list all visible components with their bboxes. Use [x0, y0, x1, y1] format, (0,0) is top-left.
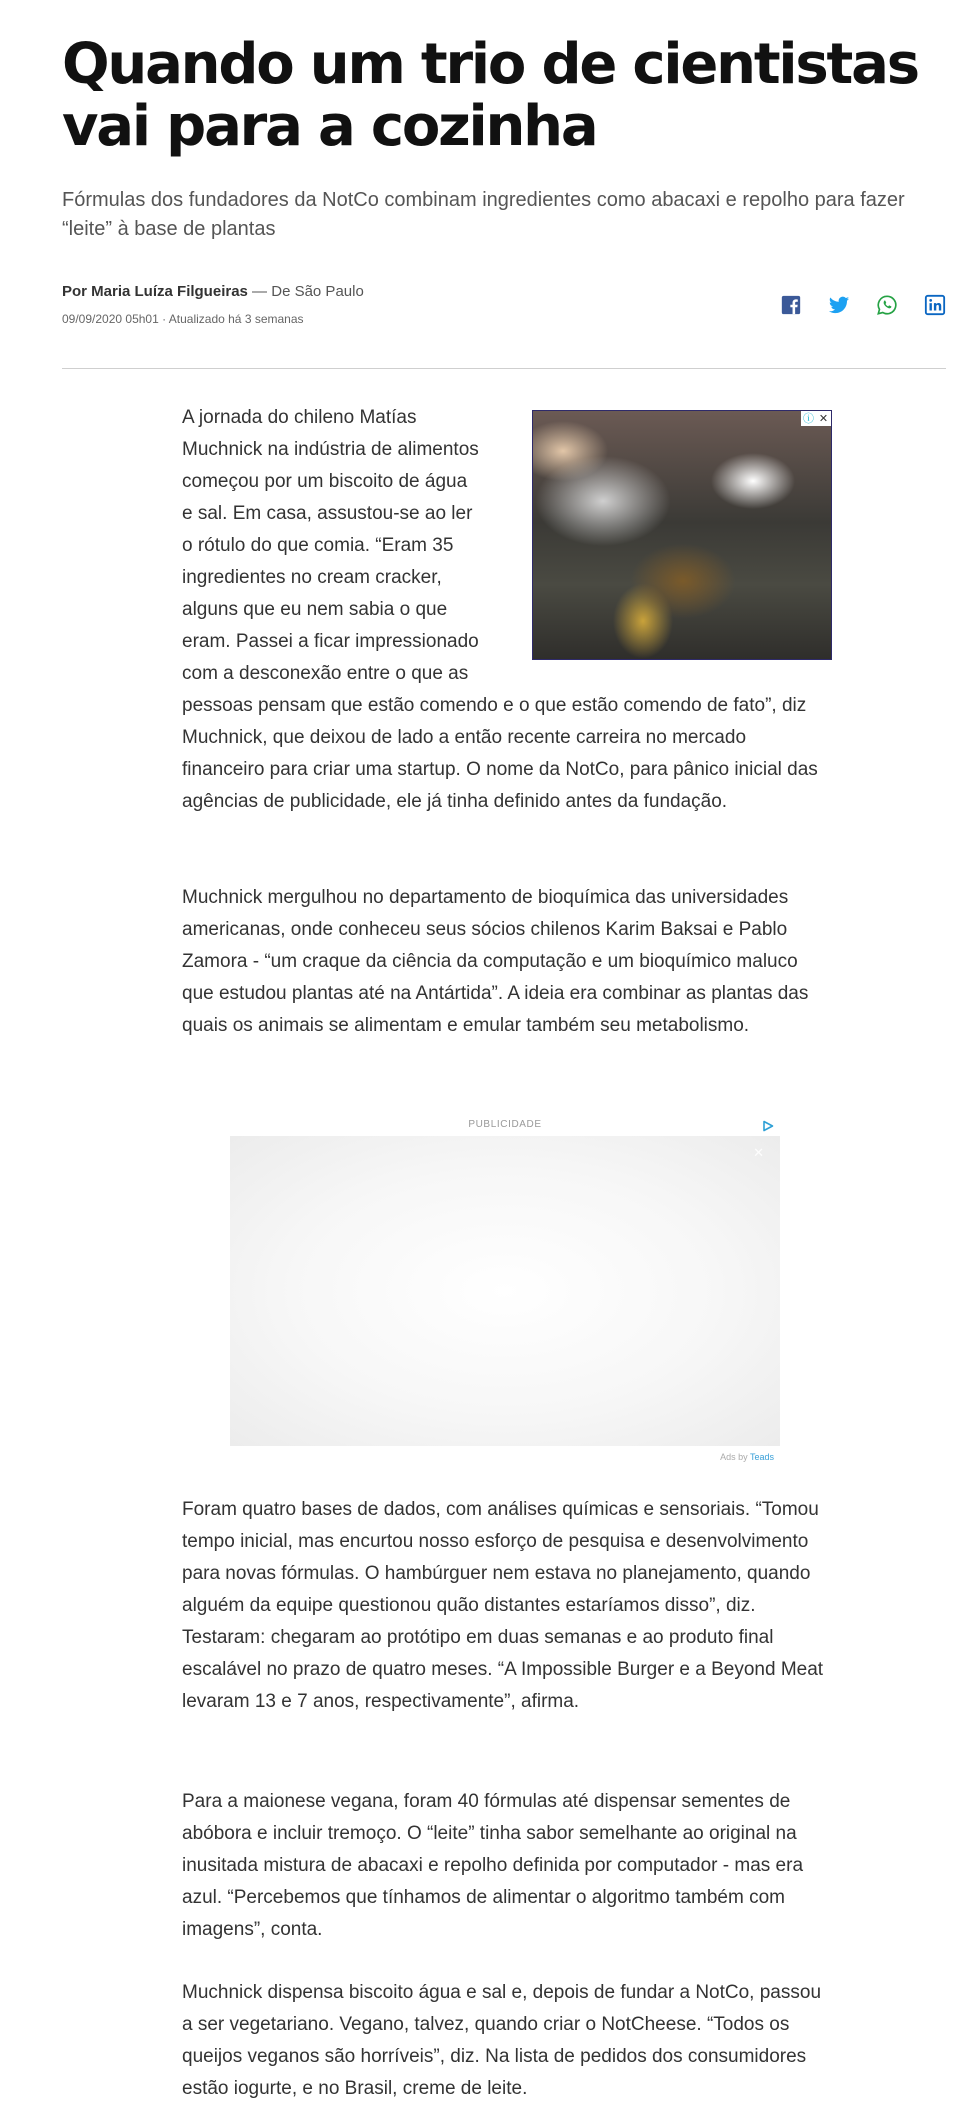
- ad-choices-badge[interactable]: [801, 411, 831, 426]
- whatsapp-icon: [876, 294, 898, 316]
- share-twitter-button[interactable]: [827, 293, 851, 317]
- article-subtitle: Fórmulas dos fundadores da NotCo combinam ingredientes como abacaxi e repolho para fazer “leite” à base de plantas: [62, 189, 905, 240]
- publish-date: 09/09/2020 05h01 · Atualizado há 3 semanas: [62, 312, 304, 326]
- ad-info-icon[interactable]: ⓘ: [803, 412, 814, 425]
- author-name[interactable]: Por Maria Luíza Filgueiras: [62, 283, 248, 300]
- ad-label: PUBLICIDADE: [468, 1119, 542, 1130]
- linkedin-icon: [924, 294, 946, 316]
- facebook-icon: [780, 294, 802, 316]
- article-paragraph: [182, 402, 832, 818]
- share-linkedin-button[interactable]: [923, 293, 947, 317]
- video-ad-block: [230, 1118, 780, 1462]
- ad-credit-brand[interactable]: Teads: [749, 1452, 774, 1462]
- header-divider: [62, 368, 946, 369]
- twitter-icon: [828, 294, 850, 316]
- byline: [62, 282, 364, 302]
- byline-separator: —: [247, 283, 272, 300]
- article-paragraph: Foram quatro bases de dados, com análises químicas e sensoriais. “Tomou tempo inicial, mas encurtou nosso esforço de pesquisa e desenvolvimento para novas fórmulas. O hambúrguer nem estava no planejamento, quando alguém da equipe questionou quão distantes estaríamos disso”, diz. Testaram: chegaram ao protótipo em duas semanas e ao produto final escalável no prazo de quatro meses. “A Impossible Burger e a Beyond Meat levaram 13 e 7 anos, respectivamente”, afirma.: [182, 1499, 824, 1712]
- article-paragraph: Para a maionese vegana, foram 40 fórmulas até dispensar sementes de abóbora e incluir tremoço. O “leite” tinha sabor semelhante ao original na inusitada mistura de abacaxi e repolho definida por computador - mas era azul. “Percebemos que tínhamos de alimentar o algoritmo também com imagens”, conta.: [182, 1791, 804, 1940]
- display-ad-image[interactable]: [532, 410, 832, 660]
- ad-credit-prefix: Ads by: [720, 1452, 750, 1462]
- byline-location: De São Paulo: [271, 283, 364, 300]
- ad-close-icon[interactable]: ✕: [816, 411, 831, 426]
- share-whatsapp-button[interactable]: [875, 293, 899, 317]
- ad-choices-icon[interactable]: [762, 1120, 774, 1132]
- article-paragraph: Muchnick mergulhou no departamento de bioquímica das universidades americanas, onde conheceu seus sócios chilenos Karim Baksai e Pablo Zamora - “um craque da ciência da computação e um bioquímico maluco que estudou plantas até na Antártida”. A ideia era combinar as plantas das quais os animais se alimentam e emular também seu metabolismo.: [182, 887, 809, 1036]
- article-paragraph: Muchnick dispensa biscoito água e sal e, depois de fundar a NotCo, passou a ser vegetariano. Vegano, talvez, quando criar o NotCheese. “Todos os queijos veganos são horríveis”, diz. Na lista de pedidos dos consumidores estão iogurte, e no Brasil, creme de leite.: [182, 1982, 822, 2099]
- video-ad-player[interactable]: [230, 1136, 780, 1446]
- article-headline: Quando um trio de cientistas vai para a cozinha: [62, 32, 918, 159]
- ad-credit[interactable]: [230, 1452, 780, 1462]
- paragraph-text: A jornada do chileno Matías Muchnick na indústria de alimentos começou por um biscoito de água e sal. Em casa, assustou-se ao ler o rótulo do que comia. “Eram 35 ingredientes no cream cracker, alguns que eu nem sabia o que eram. Passei a ficar impressionado com a desconexão entre o que as pessoas pensam que estão comendo e o que estão comendo de fato”, diz Muchnick, que deixou de lado a então recente carreira no mercado financeiro para criar uma startup. O nome da NotCo, para pânico inicial das agências de publicidade, ele já tinha definido antes da fundação.: [182, 407, 818, 812]
- close-icon[interactable]: ✕: [753, 1146, 764, 1161]
- share-facebook-button[interactable]: [779, 293, 803, 317]
